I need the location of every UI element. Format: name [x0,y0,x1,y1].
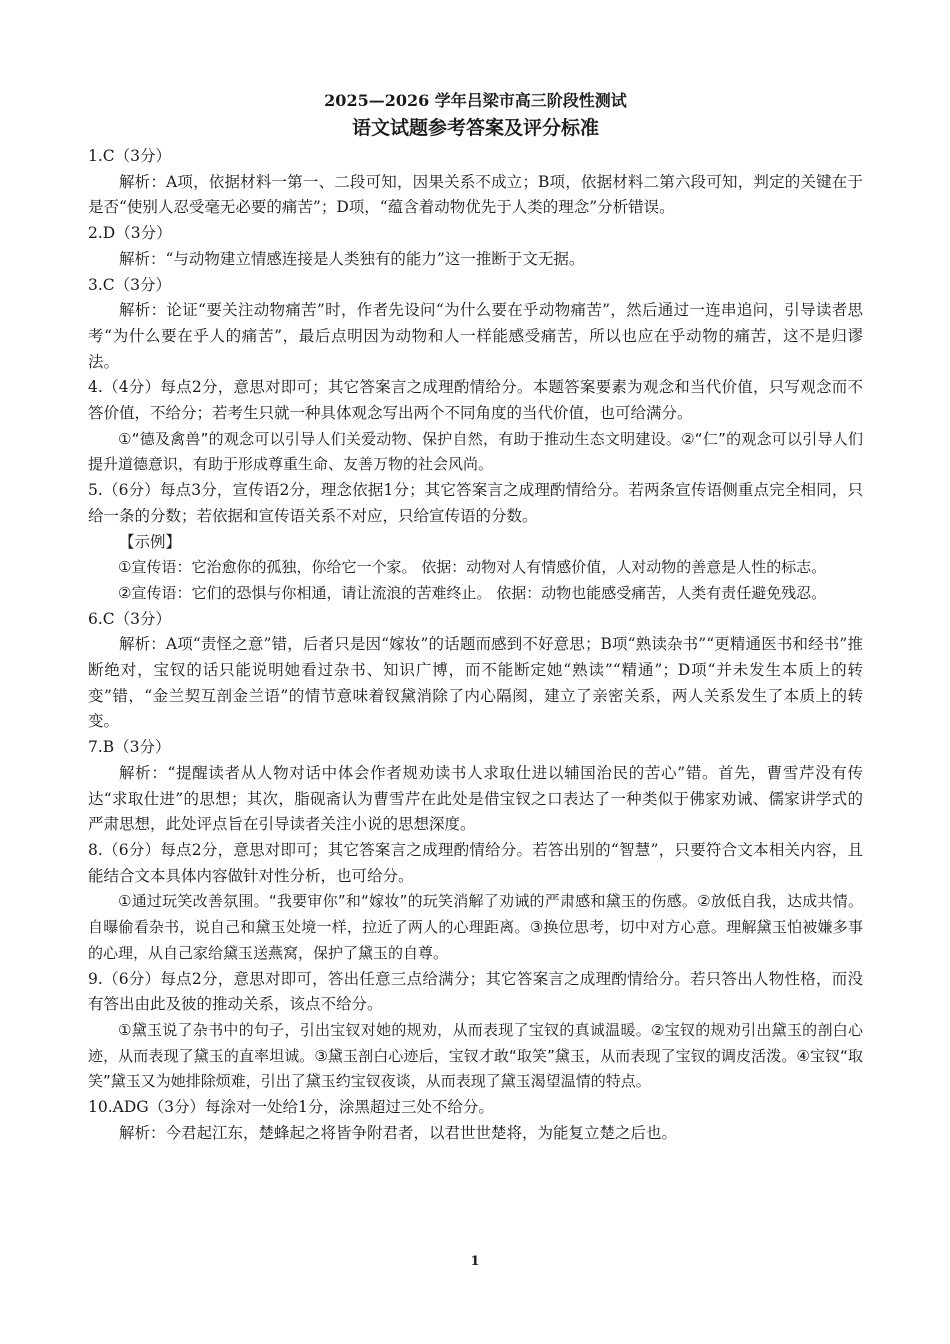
question-3-analysis: 解析：论证“要关注动物痛苦”时，作者先设问“为什么要在乎动物痛苦”，然后通过一连串追问，引导读者思考“为什么要在乎人的痛苦”，最后点明因为动物和人一样能感受痛苦，所以也应在乎动物的痛苦，这不是归谬法。 [88,301,863,371]
question-6-analysis: 解析：A项“责怪之意”错，后者只是因“嫁妆”的话题而感到不好意思；B项“熟读杂书”“更精通医书和经书”推断绝对，宝钗的话只能说明她看过杂书、知识广博，而不能断定她“熟读”“精通”；D项“并未发生本质上的转变”错，“金兰契互剖金兰语”的情节意味着钗黛消除了内心隔阂，建立了亲密关系，两人关系发生了本质上的转变。 [88,635,863,731]
question-5-scoring: 5.（6分）每点3分，宣传语2分，理念依据1分；其它答案言之成理酌情给分。若两条宣传语侧重点完全相同，只给一条的分数；若依据和宣传语关系不对应，只给宣传语的分数。 [88,481,863,525]
question-4-scoring: 4.（4分）每点2分，意思对即可；其它答案言之成理酌情给分。本题答案要素为观念和当代价值，只写观念而不答价值，不给分；若考生只就一种具体观念写出两个不同角度的当代价值，也可给满分。 [88,378,863,423]
question-5-answer-1: ①宣传语：它治愈你的孤独，你给它一个家。 依据：动物对人有情感价值，人对动物的善意是人性的标志。 [118,558,827,577]
question-5-example-label: 【示例】 [119,532,182,551]
question-5-answer-2: ②宣传语：它们的恐惧与你相通，请让流浪的苦难终止。 依据：动物也能感受痛苦，人类有责任避免残忍。 [118,583,827,602]
question-2-heading: 2.D（3分） [88,224,172,243]
question-2-analysis: 解析：“与动物建立情感连接是人类独有的能力”这一推断于文无据。 [119,249,585,268]
question-4-answer: ①“德及禽兽”的观念可以引导人们关爱动物、保护自然，有助于推动生态文明建设。②“仁”的观念可以引导人们提升道德意识，有助于形成尊重生命、友善万物的社会风尚。 [88,429,863,474]
question-1-heading: 1.C（3分） [88,147,172,165]
page-number: 1 [470,1254,480,1269]
question-9-answer: ①黛玉说了杂书中的句子，引出宝钗对她的规劝，从而表现了宝钗的真诚温暖。②宝钗的规劝引出黛玉的剖白心迹，从而表现了黛玉的直率坦诚。③黛玉剖白心迹后，宝钗才敢“取笑”黛玉，从而表现了宝钗的调皮活泼。④宝钗“取笑”黛玉又为她排除烦难，引出了黛玉约宝钗夜谈，从而表现了黛玉渴望温情的特点。 [88,1020,863,1091]
question-6-heading: 6.C（3分） [88,609,172,628]
question-8-scoring: 8.（6分）每点2分，意思对即可；其它答案言之成理酌情给分。若答出别的“智慧”，只要符合文本相关内容，且能结合文本具体内容做针对性分析，也可给分。 [88,840,863,885]
question-7-heading: 7.B（3分） [88,738,171,757]
question-7-analysis: 解析：“提醒读者从人物对话中体会作者规劝读书人求取仕进以辅国治民的苦心”错。首先，曹雪芹没有传达“求取仕进”的思想；其次，脂砚斋认为曹雪芹在此处是借宝钗之口表达了一种类似于佛家劝诫、儒家讲学式的严肃思想，此处评点旨在引导读者关注小说的思想深度。 [88,763,863,834]
question-8-answer: ①通过玩笑改善氛围。“我要审你”和“嫁妆”的玩笑消解了劝诫的严肃感和黛玉的伤感。②放低自我，达成共情。自曝偷看杂书，说自己和黛玉处境一样，拉近了两人的心理距离。③换位思考，切中对方心意。理解黛玉怕被嫌多事的心理，从自己家给黛玉送燕窝，保护了黛玉的自尊。 [88,892,863,962]
document-title: 语文试题参考答案及评分标准 [351,117,599,139]
question-3-heading: 3.C（3分） [88,275,172,294]
answer-key-page [88,88,863,1146]
exam-title: 2025—2026 学年吕梁市高三阶段性测试 [324,91,627,110]
question-10-analysis: 解析：今君起江东，楚蜂起之将皆争附君者，以君世世楚将，为能复立楚之后也。 [119,1123,678,1142]
question-10-heading: 10.ADG（3分）每涂对一处给1分，涂黑超过三处不给分。 [88,1098,494,1117]
question-1-analysis: 解析：A项，依据材料一第一、二段可知，因果关系不成立；B项，依据材料二第六段可知，判定的关键在于是否“使别人忍受毫无必要的痛苦”；D项，“蕴含着动物优先于人类的理念”分析错误。 [88,172,863,217]
question-9-scoring: 9.（6分）每点2分，意思对即可，答出任意三点给满分；其它答案言之成理酌情给分。若只答出人物性格，而没有答出由此及彼的推动关系，该点不给分。 [88,969,863,1014]
